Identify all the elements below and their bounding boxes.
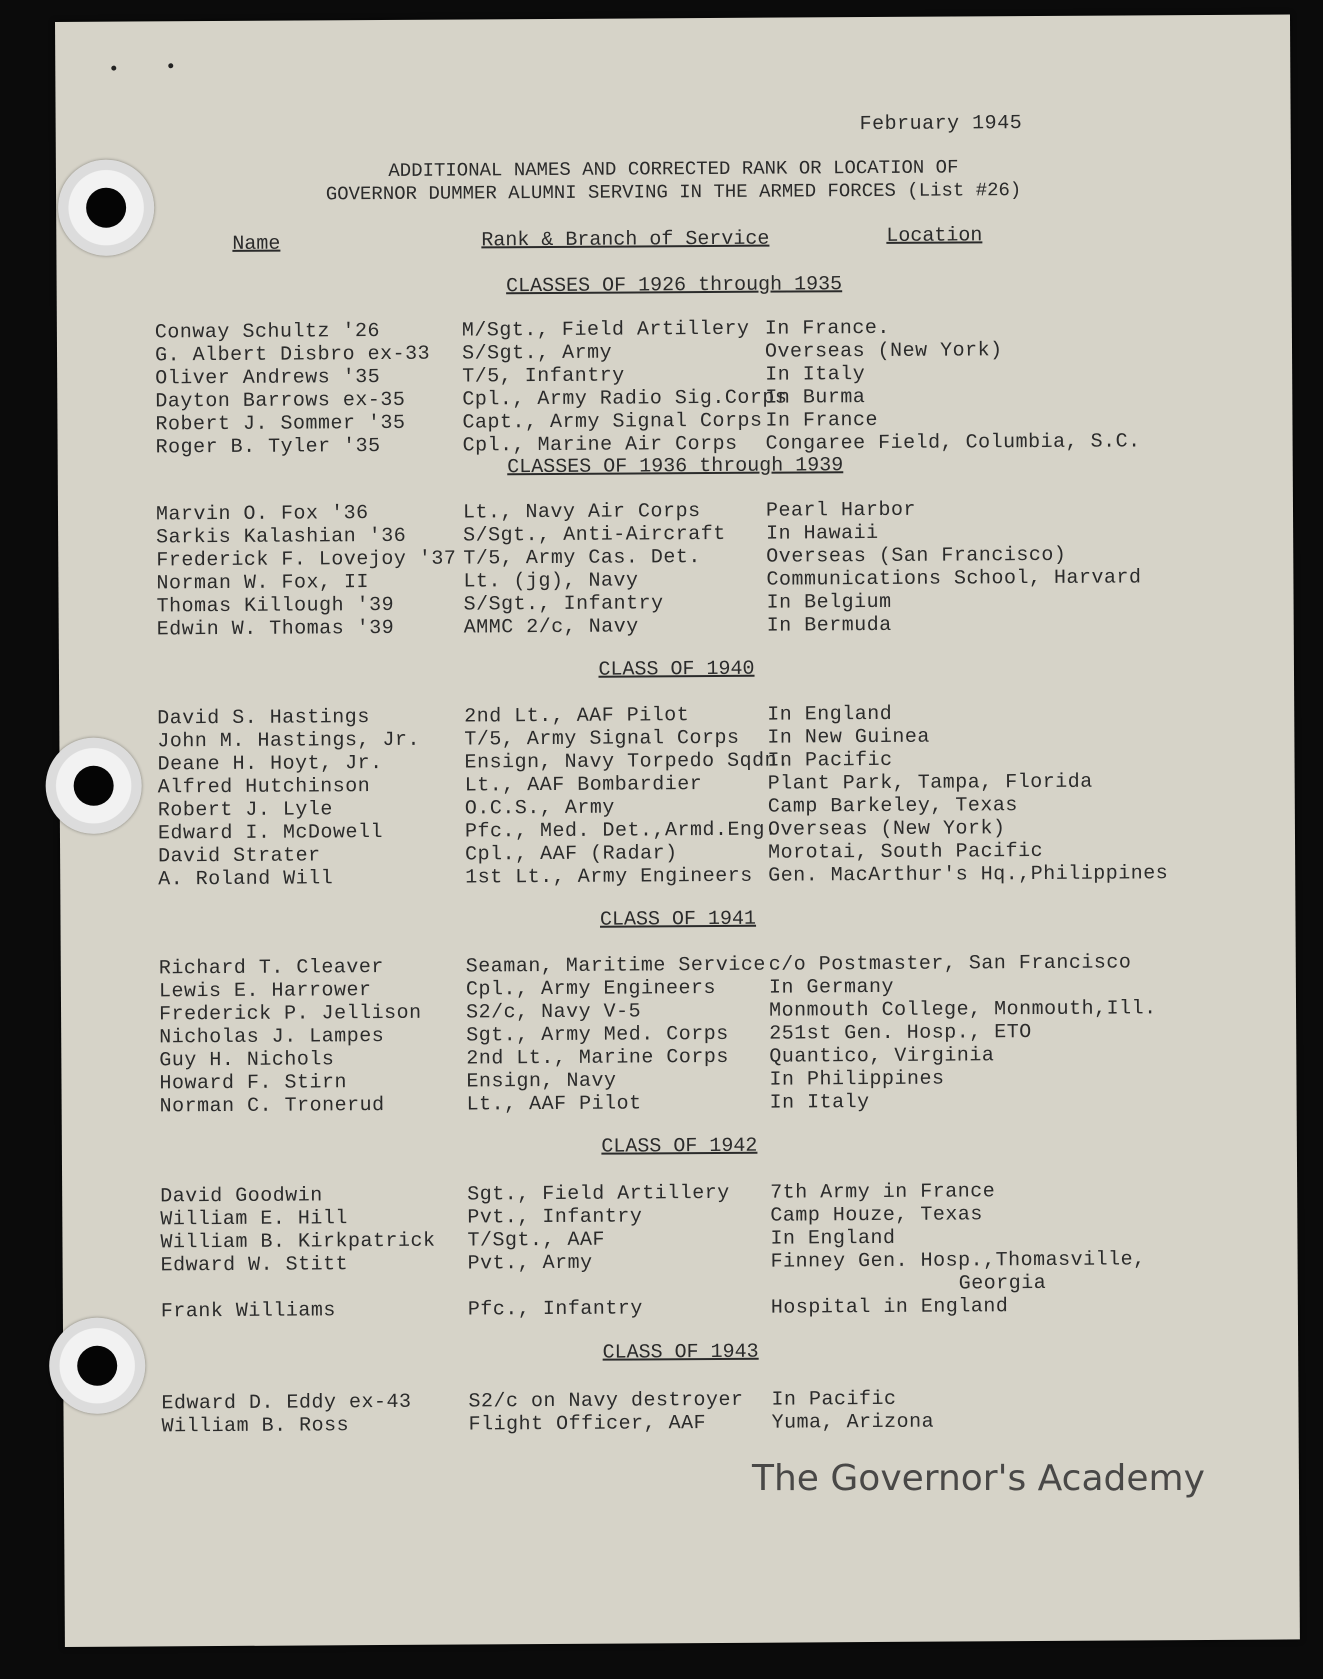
location: Yuma, Arizona [771,1410,935,1435]
location: In France. [764,316,890,341]
rank-branch: Sgt., Army Med. Corps [466,1022,729,1048]
section-title: CLASS OF 1941 [599,907,757,932]
alumnus-name: Deane H. Hoyt, Jr. [157,752,383,777]
alumnus-name: Edwin W. Thomas '39 [156,616,395,642]
rank-branch: T/Sgt., AAF [467,1228,606,1253]
location: In England [770,1226,896,1251]
rank-branch: Lt., AAF Bombardier [464,773,703,798]
location: c/o Postmaster, San Francisco [768,951,1132,977]
location: In Bermuda [766,613,892,638]
rank-branch: Ensign, Navy Torpedo Sqdn. [464,749,790,775]
location: Monmouth College, Monmouth,Ill. [768,997,1157,1023]
rank-branch: AMMC 2/c, Navy [463,615,639,640]
watermark: The Governor's Academy [752,1458,1205,1499]
location: Overseas (New York) [764,339,1003,364]
rank-branch: O.C.S., Army [464,796,615,821]
alumnus-name: Alfred Hutchinson [157,775,371,800]
rank-branch: 2nd Lt., Marine Corps [466,1045,729,1071]
location: Hospital in England [770,1295,1009,1320]
alumnus-name: David Goodwin [160,1184,323,1209]
alumnus-name: William B. Ross [161,1414,350,1439]
rank-branch: Pfc., Infantry [467,1297,643,1322]
speck [111,66,116,71]
rank-branch: 1st Lt., Army Engineers [465,864,753,890]
section-title: CLASSES OF 1936 through 1939 [507,454,844,480]
location: Gen. MacArthur's Hq.,Philippines [768,862,1169,888]
alumnus-name: Thomas Killough '39 [156,593,395,619]
rank-branch: S/Sgt., Anti-Aircraft [463,522,726,548]
rank-branch: S/Sgt., Army [461,341,613,366]
rank-branch: Cpl., Army Radio Sig.Corps [462,386,788,412]
document-date: February 1945 [859,112,1023,137]
rank-branch: T/5, Army Signal Corps [464,726,740,752]
alumnus-name: Frank Williams [160,1299,336,1324]
title-line-2: GOVERNOR DUMMER ALUMNI SERVING IN THE ARMED FORCES (List #26) [325,179,1022,206]
rank-branch: 2nd Lt., AAF Pilot [464,704,690,729]
speck [168,63,173,68]
rank-branch: S/Sgt., Infantry [463,592,664,617]
rank-branch: Ensign, Navy [466,1069,617,1094]
location: In Philippines [769,1067,945,1092]
document-page [55,14,1300,1647]
rank-branch: T/5, Army Cas. Det. [463,546,701,571]
location: In France [765,408,879,433]
alumnus-name: Oliver Andrews '35 [155,366,381,391]
column-header-rank: Rank & Branch of Service [481,227,770,253]
rank-branch: T/5, Infantry [462,364,625,389]
rank-branch: Pvt., Infantry [467,1205,643,1230]
alumnus-name: David Strater [158,844,321,869]
section-title: CLASS OF 1942 [601,1134,758,1159]
column-header-name: Name [232,232,281,256]
alumnus-name: Conway Schultz '26 [154,320,381,345]
rank-branch: Capt., Army Signal Corps [462,409,763,435]
location: Camp Barkeley, Texas [767,794,1018,819]
location: In Pacific [771,1387,897,1412]
alumnus-name: Marvin O. Fox '36 [155,502,369,527]
section-title: CLASSES OF 1926 through 1935 [506,273,843,299]
rank-branch: Lt., AAF Pilot [466,1092,642,1117]
location: 251st Gen. Hosp., ETO [769,1021,1032,1046]
location: In Italy [765,363,866,387]
location: Morotai, South Pacific [768,839,1044,865]
location: In England [767,702,893,727]
location-continuation: Georgia [958,1271,1047,1296]
rank-branch: Cpl., Army Engineers [465,976,717,1002]
location: Pearl Harbor [765,498,917,523]
location: In New Guinea [767,725,930,750]
location: In Germany [768,975,895,1000]
alumnus-name: Richard T. Cleaver [158,956,384,981]
alumnus-name: John M. Hastings, Jr. [157,728,421,754]
alumnus-name: Roger B. Tyler '35 [155,435,381,460]
alumnus-name: Norman C. Tronerud [159,1094,385,1119]
location: Camp Houze, Texas [770,1203,983,1228]
location: Quantico, Virginia [769,1044,995,1069]
location: Overseas (San Francisco) [766,543,1067,569]
rank-branch: Seaman, Maritime Service [465,953,766,979]
alumnus-name: Howard F. Stirn [159,1071,348,1096]
location: In Burma [765,386,866,410]
section-title: CLASS OF 1943 [602,1340,759,1365]
location: In Pacific [767,748,893,773]
table-row [63,1293,1298,1325]
alumnus-name: G. Albert Disbro ex-33 [154,342,431,368]
alumnus-name: Frederick P. Jellison [158,1001,422,1027]
alumnus-name: Robert J. Lyle [157,798,333,823]
location: In Italy [769,1091,870,1115]
alumnus-name: Robert J. Sommer '35 [155,411,406,437]
rank-branch: S2/c, Navy V-5 [465,1000,642,1025]
section-title: CLASS OF 1940 [598,657,755,682]
alumnus-name: William E. Hill [160,1207,348,1232]
rank-branch: Lt. (jg), Navy [463,569,639,594]
alumnus-name: Edward D. Eddy ex-43 [161,1390,412,1416]
alumnus-name: Dayton Barrows ex-35 [155,388,406,414]
alumnus-name: Lewis E. Harrower [158,979,372,1004]
alumnus-name: William B. Kirkpatrick [160,1229,436,1255]
rank-branch: Cpl., Marine Air Corps [462,432,738,458]
column-header-location: Location [886,224,983,248]
location: 7th Army in France [770,1180,996,1205]
location: Communications School, Harvard [766,566,1142,592]
alumnus-name: Edward I. McDowell [157,821,384,846]
location: Overseas (New York) [767,817,1006,842]
rank-branch: S2/c on Navy destroyer [468,1388,744,1414]
rank-branch: M/Sgt., Field Artillery [461,317,750,343]
alumnus-name: Sarkis Kalashian '36 [156,524,407,550]
alumnus-name: Norman W. Fox, II [156,571,370,596]
location: Congaree Field, Columbia, S.C. [765,430,1141,456]
rank-branch: Pfc., Med. Det.,Armd.Eng. [464,818,778,844]
alumnus-name: Frederick F. Lovejoy '37 [156,547,457,573]
alumnus-name: A. Roland Will [158,867,334,892]
rank-branch: Pvt., Army [467,1251,593,1276]
alumnus-name: Edward W. Stitt [160,1253,349,1278]
location: In Hawaii [766,521,879,546]
location: In Belgium [766,590,892,615]
title-line-1: ADDITIONAL NAMES AND CORRECTED RANK OR LOCATION OF [388,156,959,182]
alumnus-name: Guy H. Nichols [159,1048,335,1073]
rank-branch: Sgt., Field Artillery [467,1181,730,1207]
rank-branch: Flight Officer, AAF [468,1412,707,1437]
alumnus-name: David S. Hastings [157,706,370,731]
alumnus-name: Nicholas J. Lampes [159,1025,385,1050]
location: Plant Park, Tampa, Florida [767,770,1093,796]
rank-branch: Lt., Navy Air Corps [462,500,701,525]
location: Finney Gen. Hosp.,Thomasville, [770,1248,1146,1274]
rank-branch: Cpl., AAF (Radar) [465,842,678,867]
